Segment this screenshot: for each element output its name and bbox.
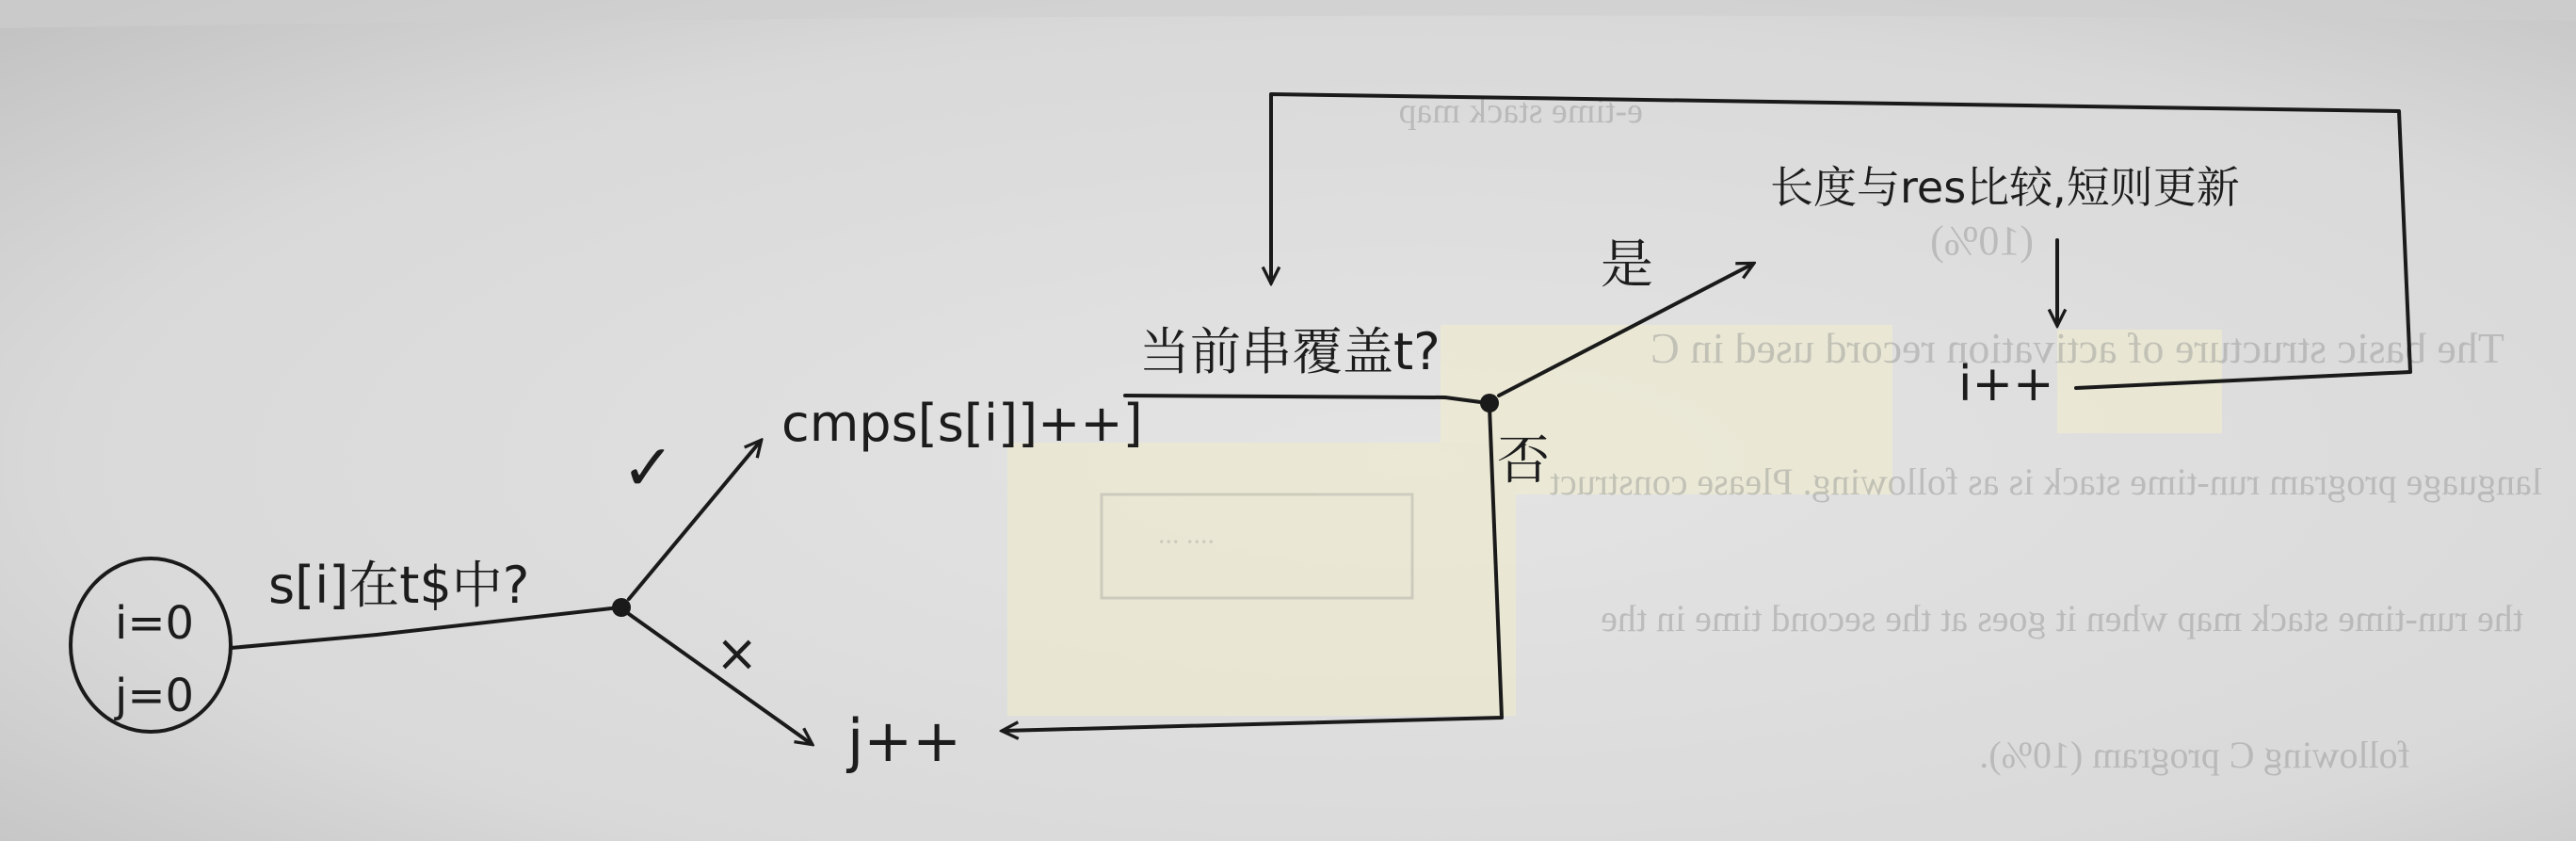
background-line-4: language program run-time stack is as following. Please construct [1549, 461, 2542, 503]
decision2-yes-label: 是 [1601, 235, 1653, 296]
background-line-5: the run-time stack map when it goes at the second time in the [1601, 597, 2523, 639]
action-update: 长度与res比较,短则更新 [1770, 162, 2240, 213]
background-line-1: e-time stack map [1398, 91, 1643, 131]
decision1-label: s[i]在t$中? [268, 556, 530, 615]
action-j-increment: j++ [847, 706, 962, 775]
action-i-increment: i++ [1958, 356, 2054, 412]
decision2-no-label: 否 [1497, 430, 1550, 492]
svg-text:∙∙∙ ∙∙∙∙: ∙∙∙ ∙∙∙∙ [1158, 526, 1215, 558]
decision2-label: 当前串覆盖t? [1139, 322, 1441, 381]
start-node-label-j: j=0 [115, 670, 195, 722]
background-line-2: (10%) [1930, 218, 2034, 264]
decision1-no-mark: × [716, 623, 759, 683]
background-line-6: following C program (10%). [1979, 734, 2410, 776]
decision1-yes-mark: ✓ [621, 431, 675, 506]
start-node-label-i: i=0 [115, 597, 195, 650]
background-line-3: The basic structure of activation record used in C [1650, 324, 2504, 372]
action-compare: cmps[s[i]]++] [781, 394, 1143, 453]
